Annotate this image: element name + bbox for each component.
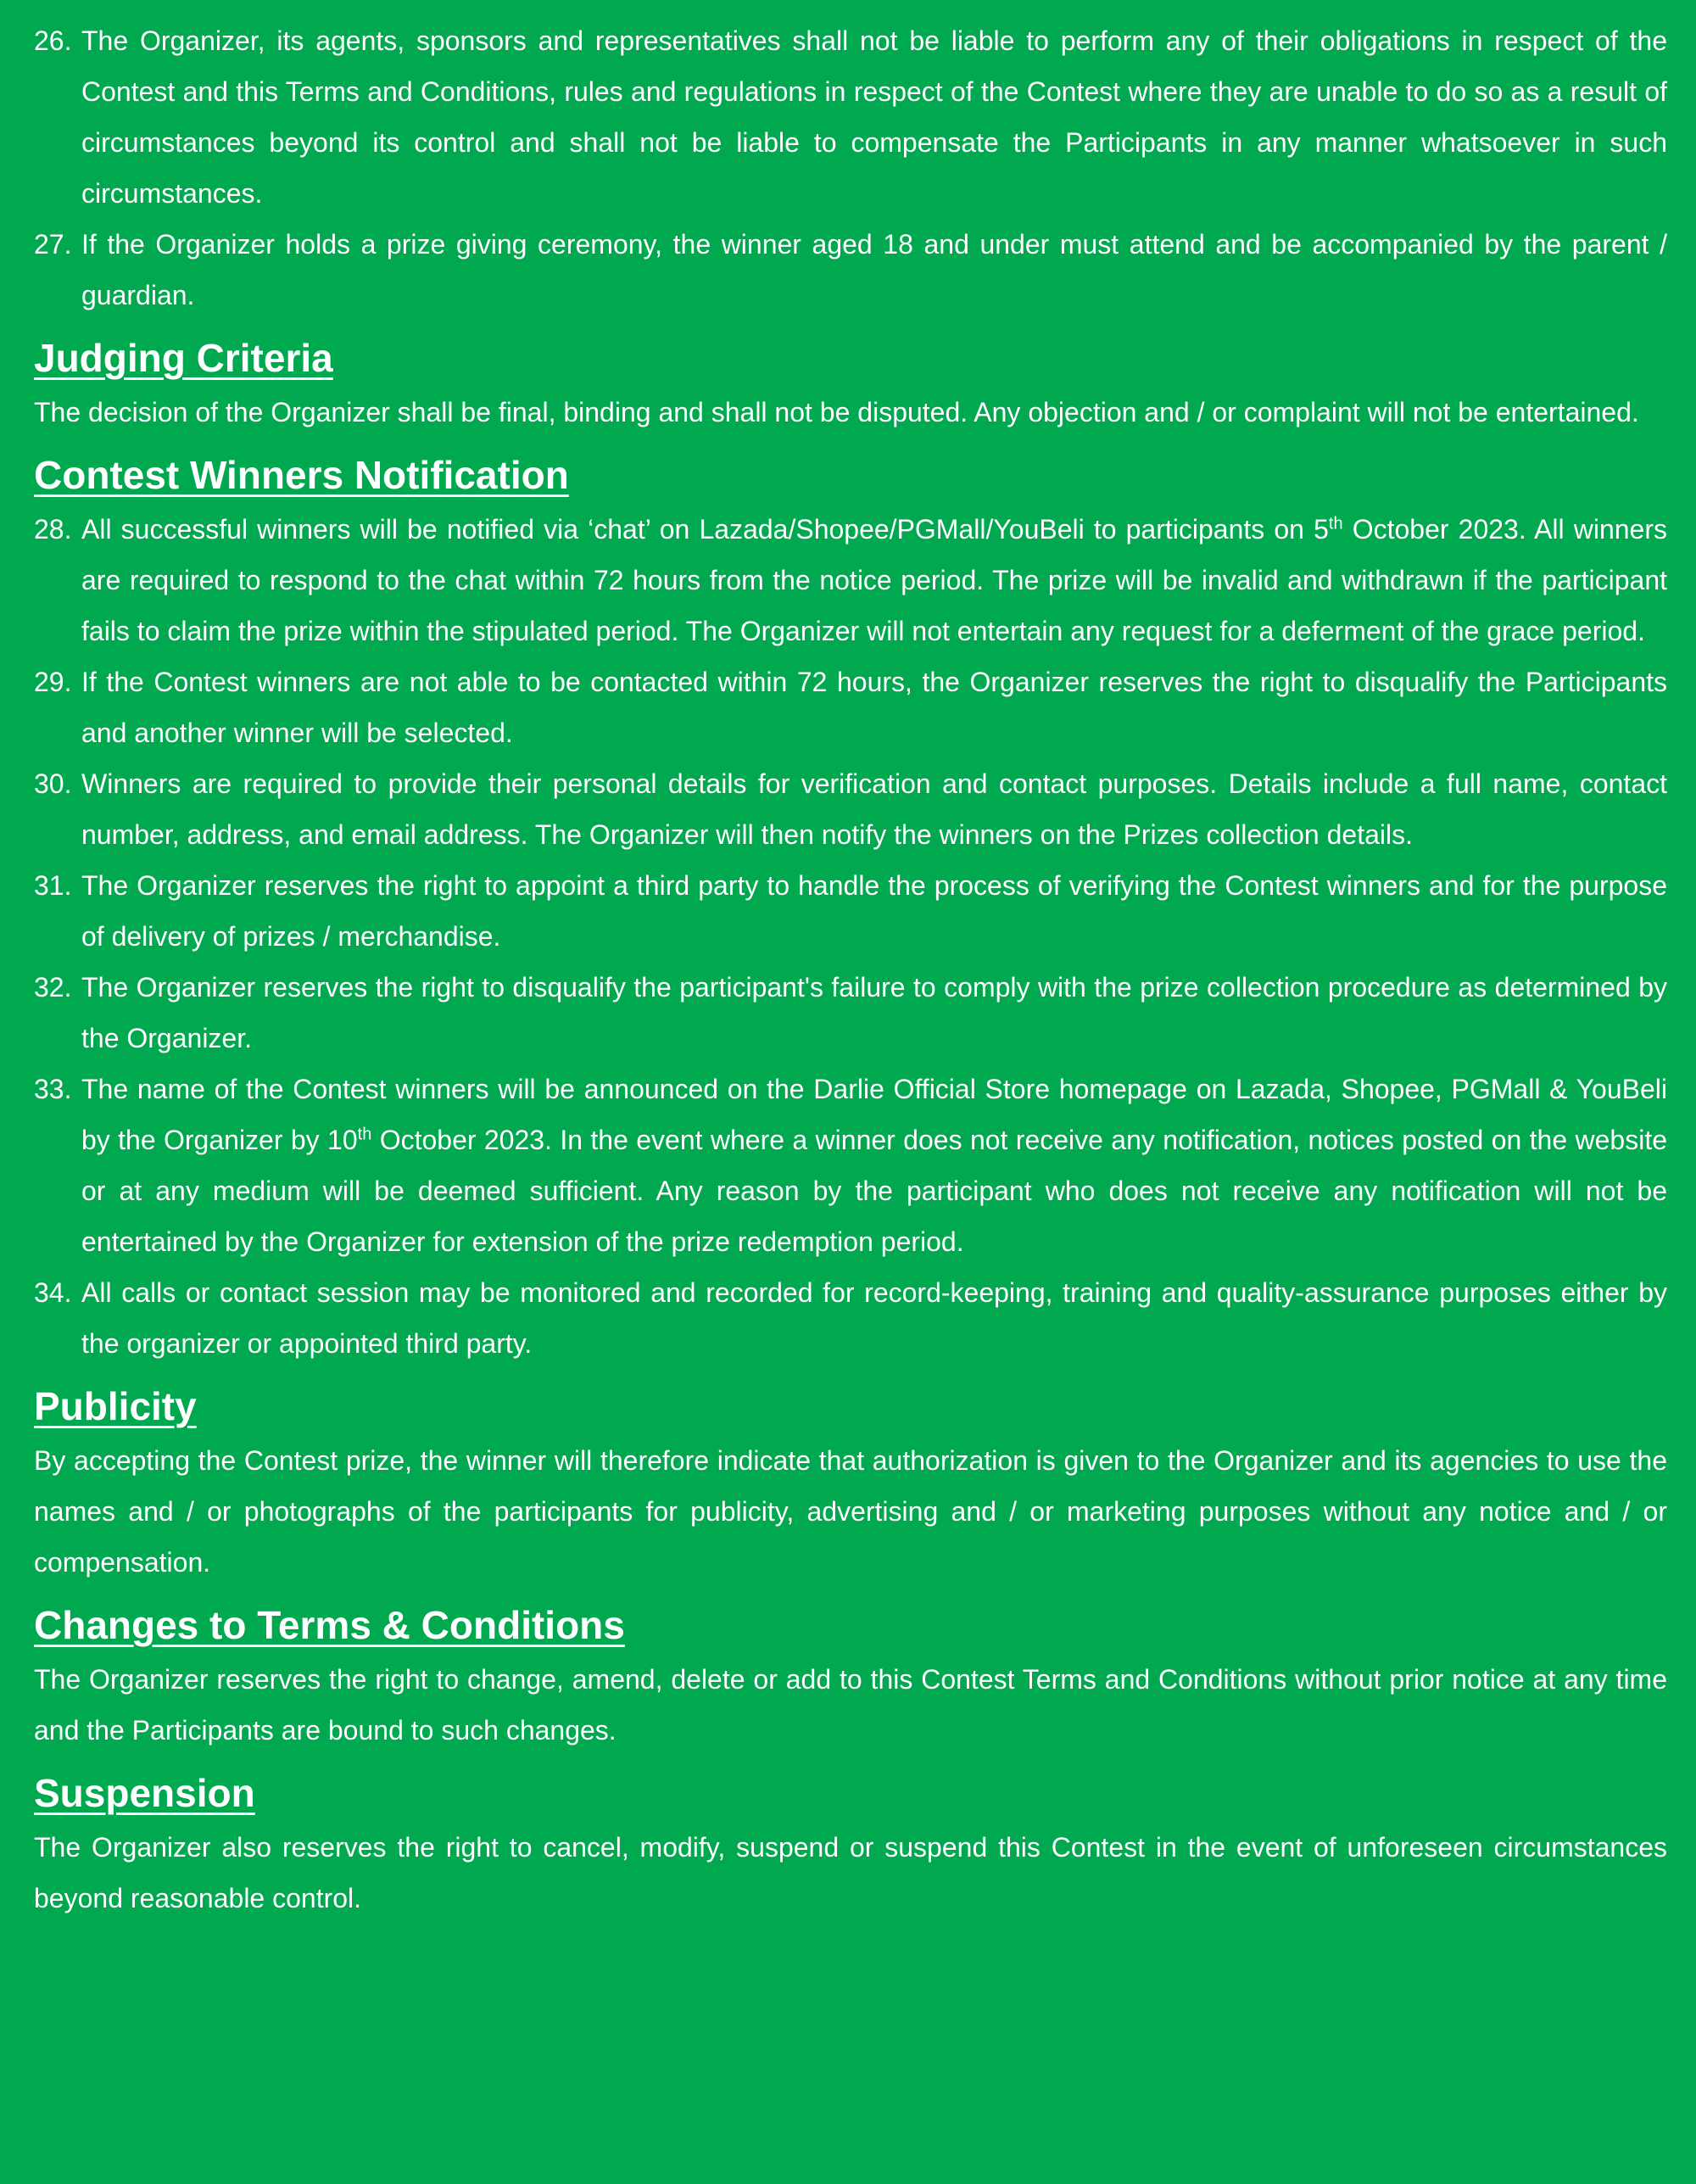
- clause-text-part: All successful winners will be notified via ‘chat’ on Lazada/Shopee/PGMall/YouBeli to participants on 5: [81, 514, 1329, 545]
- clause-27: [34, 219, 1667, 321]
- clause-number: 32.: [34, 972, 72, 1003]
- clause-text-part: October 2023. In the event where a winner does not receive any notification, notices posted on the website or at any medium will be deemed sufficient. Any reason by the participant who does not receive any notification will not be entertained by the Organizer for extension of the prize redemption period.: [81, 1125, 1668, 1257]
- clause-30: [34, 758, 1667, 860]
- clause-31: [34, 860, 1667, 962]
- clause-text-part: The name of the Contest winners will be announced on the Darlie Official Store homepage on Lazada, Shopee, PGMall & YouBeli by the Organizer by 10: [81, 1074, 1667, 1155]
- clause-number: 33.: [34, 1074, 72, 1104]
- clause-list-notification: [34, 504, 1667, 1369]
- clause-text: All calls or contact session may be monitored and recorded for record-keeping, training and quality-assurance purposes either by the organizer or appointed third party.: [81, 1277, 1667, 1359]
- clause-28: [34, 504, 1667, 656]
- clause-text: The Organizer reserves the right to disqualify the participant's failure to comply with the prize collection procedure as determined by the Organizer.: [81, 972, 1667, 1053]
- judging-criteria-heading: Judging Criteria: [34, 336, 333, 380]
- suspension-body: The Organizer also reserves the right to cancel, modify, suspend or suspend this Contest in the event of unforeseen circumstances beyond reasonable control.: [34, 1832, 1667, 1913]
- clause-34: [34, 1267, 1667, 1369]
- judging-criteria-body: The decision of the Organizer shall be final, binding and shall not be disputed. Any objection and / or complaint will not be entertained.: [34, 397, 1639, 427]
- clause-26: [34, 15, 1667, 219]
- clause-number: 31.: [34, 870, 72, 901]
- clause-number: 28.: [34, 514, 72, 545]
- clause-text: The Organizer reserves the right to appoint a third party to handle the process of verifying the Contest winners and for the purpose of delivery of prizes / merchandise.: [81, 870, 1667, 952]
- clause-text: If the Organizer holds a prize giving ceremony, the winner aged 18 and under must attend and be accompanied by the parent / guardian.: [81, 229, 1667, 310]
- clause-number: 27.: [34, 229, 72, 260]
- publicity-heading: Publicity: [34, 1384, 197, 1428]
- changes-heading: Changes to Terms & Conditions: [34, 1603, 625, 1647]
- clause-text: The Organizer, its agents, sponsors and representatives shall not be liable to perform any of their obligations in respect of the Contest and this Terms and Conditions, rules and regulations in respect of the Contest where they are unable to do so as a result of circumstances beyond its control and shall not be liable to compensate the Participants in any manner whatsoever in such circumstances.: [81, 25, 1667, 209]
- clause-list-general: [34, 15, 1667, 321]
- clause-text-part: October 2023. All winners are required to respond to the chat within 72 hours from the notice period. The prize will be invalid and withdrawn if the participant fails to claim the prize within the stipulated period. The Organizer will not entertain any request for a deferment of the grace period.: [81, 514, 1668, 646]
- changes-body: The Organizer reserves the right to change, amend, delete or add to this Contest Terms and Conditions without prior notice at any time and the Participants are bound to such changes.: [34, 1664, 1667, 1746]
- clause-number: 29.: [34, 667, 72, 697]
- clause-number: 26.: [34, 25, 72, 56]
- suspension-heading: Suspension: [34, 1771, 255, 1815]
- clause-32: [34, 962, 1667, 1064]
- clause-text: Winners are required to provide their personal details for verification and contact purposes. Details include a full name, contact number, address, and email address. The Organizer will then notify the winners on the Prizes collection details.: [81, 768, 1667, 850]
- clause-33: [34, 1064, 1667, 1267]
- publicity-body: By accepting the Contest prize, the winner will therefore indicate that authorization is given to the Organizer and its agencies to use the names and / or photographs of the participants for publicity, advertising and / or marketing purposes without any notice and / or compensation.: [34, 1445, 1667, 1578]
- ordinal-suffix: th: [1328, 514, 1343, 533]
- clause-number: 34.: [34, 1277, 72, 1308]
- winners-notification-heading: Contest Winners Notification: [34, 453, 569, 497]
- ordinal-suffix: th: [357, 1125, 372, 1144]
- clause-text: If the Contest winners are not able to be contacted within 72 hours, the Organizer reserves the right to disqualify the Participants and another winner will be selected.: [81, 667, 1667, 748]
- clause-29: [34, 656, 1667, 758]
- clause-number: 30.: [34, 768, 72, 799]
